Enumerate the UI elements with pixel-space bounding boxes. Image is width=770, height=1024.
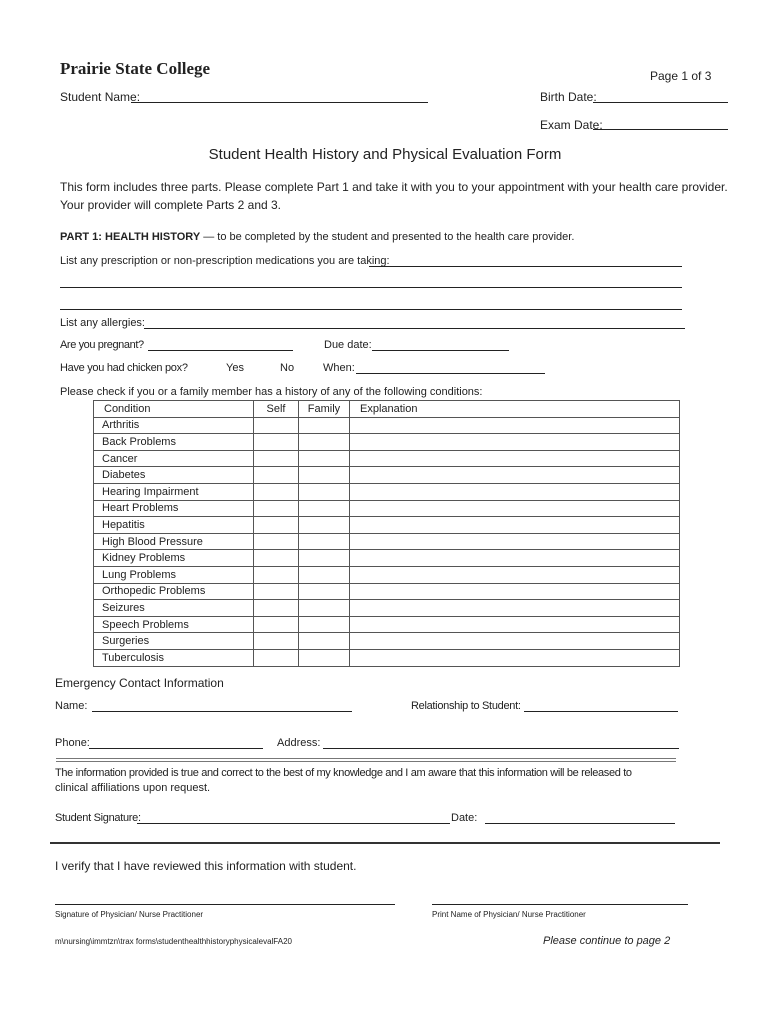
self-checkbox[interactable] (254, 467, 299, 484)
header-family: Family (299, 401, 350, 418)
conditions-table (93, 400, 680, 667)
continue-note: Please continue to page 2 (543, 935, 671, 947)
chicken-pox-label: Have you had chicken pox? (60, 362, 188, 374)
family-checkbox[interactable] (299, 583, 350, 600)
condition-name: Speech Problems (94, 616, 254, 633)
when-label: When: (323, 362, 355, 374)
condition-name: Heart Problems (94, 500, 254, 517)
when-field[interactable] (356, 373, 545, 374)
explanation-cell[interactable] (350, 633, 680, 650)
family-checkbox[interactable] (299, 616, 350, 633)
explanation-cell[interactable] (350, 600, 680, 617)
explanation-cell[interactable] (350, 533, 680, 550)
family-checkbox[interactable] (299, 600, 350, 617)
emergency-name-field[interactable] (92, 711, 352, 712)
table-row (94, 483, 680, 500)
table-row (94, 550, 680, 567)
emergency-name-label: Name: (55, 700, 88, 712)
intro-line-1: This form includes three parts. Please complete Part 1 and take it with you to your appointment with your health care provider. (60, 180, 728, 194)
conditions-header-row (94, 401, 680, 418)
allergies-label: List any allergies: (60, 317, 145, 329)
condition-name: Kidney Problems (94, 550, 254, 567)
family-checkbox[interactable] (299, 467, 350, 484)
section-separator-2 (56, 761, 676, 762)
condition-name: Back Problems (94, 434, 254, 451)
condition-name: Cancer (94, 450, 254, 467)
due-date-field[interactable] (372, 350, 509, 351)
address-field[interactable] (323, 748, 679, 749)
condition-name: Surgeries (94, 633, 254, 650)
student-signature-label: Student Signature: (55, 812, 141, 824)
family-checkbox[interactable] (299, 483, 350, 500)
conditions-prompt: Please check if you or a family member has a history of any of the following conditions: (60, 386, 483, 398)
relationship-field[interactable] (524, 711, 678, 712)
relationship-label: Relationship to Student: (411, 700, 521, 712)
family-checkbox[interactable] (299, 417, 350, 434)
pregnant-field[interactable] (148, 350, 293, 351)
physician-print-name-field[interactable] (432, 904, 688, 905)
physician-signature-caption: Signature of Physician/ Nurse Practitioner (55, 910, 204, 919)
condition-name: Diabetes (94, 467, 254, 484)
family-checkbox[interactable] (299, 649, 350, 666)
condition-name: Tuberculosis (94, 649, 254, 666)
exam-date-field[interactable] (593, 129, 728, 130)
self-checkbox[interactable] (254, 633, 299, 650)
table-row (94, 417, 680, 434)
medications-label: List any prescription or non-prescription medications you are taking: (60, 255, 390, 267)
family-checkbox[interactable] (299, 633, 350, 650)
self-checkbox[interactable] (254, 517, 299, 534)
chicken-pox-yes[interactable]: Yes (226, 362, 244, 374)
table-row (94, 533, 680, 550)
explanation-cell[interactable] (350, 583, 680, 600)
table-row (94, 616, 680, 633)
student-signature-field[interactable] (137, 823, 450, 824)
signature-date-label: Date: (451, 812, 478, 824)
phone-label: Phone: (55, 737, 90, 749)
part1-heading-bold: PART 1: HEALTH HISTORY (60, 231, 201, 243)
medications-field[interactable] (369, 266, 682, 267)
table-row (94, 566, 680, 583)
self-checkbox[interactable] (254, 450, 299, 467)
medications-line-2[interactable] (60, 287, 682, 288)
table-row (94, 633, 680, 650)
explanation-cell[interactable] (350, 483, 680, 500)
part1-heading (60, 231, 574, 243)
verification-statement: I verify that I have reviewed this information with student. (55, 859, 357, 873)
condition-name: Arthritis (94, 417, 254, 434)
student-name-field[interactable] (131, 102, 428, 103)
header-explanation: Explanation (350, 401, 680, 418)
family-checkbox[interactable] (299, 517, 350, 534)
self-checkbox[interactable] (254, 483, 299, 500)
table-row (94, 434, 680, 451)
self-checkbox[interactable] (254, 533, 299, 550)
emergency-heading: Emergency Contact Information (55, 676, 224, 690)
explanation-cell[interactable] (350, 417, 680, 434)
physician-signature-field[interactable] (55, 904, 395, 905)
footer-path: m\nursing\immtzn\trax forms\studenthealthhistoryphysicalevalFA20 (55, 937, 292, 946)
condition-name: Orthopedic Problems (94, 583, 254, 600)
self-checkbox[interactable] (254, 600, 299, 617)
phone-field[interactable] (89, 748, 263, 749)
explanation-cell[interactable] (350, 550, 680, 567)
table-row (94, 450, 680, 467)
condition-name: Hepatitis (94, 517, 254, 534)
self-checkbox[interactable] (254, 583, 299, 600)
condition-name: High Blood Pressure (94, 533, 254, 550)
student-name-label: Student Name: (60, 90, 141, 104)
header-self: Self (254, 401, 299, 418)
due-date-label: Due date: (324, 339, 372, 351)
family-checkbox[interactable] (299, 450, 350, 467)
table-row (94, 517, 680, 534)
condition-name: Seizures (94, 600, 254, 617)
pregnant-label: Are you pregnant? (60, 339, 144, 351)
section-separator (56, 758, 676, 759)
allergies-field[interactable] (144, 328, 685, 329)
table-row (94, 649, 680, 666)
table-row (94, 583, 680, 600)
family-checkbox[interactable] (299, 500, 350, 517)
college-name: Prairie State College (60, 59, 211, 78)
explanation-cell[interactable] (350, 616, 680, 633)
explanation-cell[interactable] (350, 434, 680, 451)
signature-date-field[interactable] (485, 823, 675, 824)
medications-line-3[interactable] (60, 309, 682, 310)
family-checkbox[interactable] (299, 566, 350, 583)
self-checkbox[interactable] (254, 417, 299, 434)
self-checkbox[interactable] (254, 566, 299, 583)
birth-date-field[interactable] (593, 102, 728, 103)
self-checkbox[interactable] (254, 500, 299, 517)
self-checkbox[interactable] (254, 649, 299, 666)
explanation-cell[interactable] (350, 450, 680, 467)
table-row (94, 600, 680, 617)
explanation-cell[interactable] (350, 517, 680, 534)
explanation-cell[interactable] (350, 566, 680, 583)
chicken-pox-no[interactable]: No (280, 362, 295, 374)
self-checkbox[interactable] (254, 434, 299, 451)
condition-name: Hearing Impairment (94, 483, 254, 500)
part1-heading-rest: — to be completed by the student and presented to the health care provider. (200, 231, 575, 243)
self-checkbox[interactable] (254, 550, 299, 567)
header-condition: Condition (94, 401, 254, 418)
physician-print-name-caption: Print Name of Physician/ Nurse Practitioner (432, 910, 586, 919)
birth-date-label: Birth Date: (540, 90, 597, 104)
address-label: Address: (277, 737, 321, 749)
explanation-cell[interactable] (350, 500, 680, 517)
certification-line-2: clinical affiliations upon request. (55, 782, 211, 794)
self-checkbox[interactable] (254, 616, 299, 633)
certification-line-1: The information provided is true and correct to the best of my knowledge and I am aware that this information will be released to (55, 767, 632, 779)
form-title: Student Health History and Physical Evaluation Form (208, 146, 562, 163)
table-row (94, 500, 680, 517)
verification-separator (50, 842, 720, 844)
intro-line-2: Your provider will complete Parts 2 and 3. (60, 198, 282, 212)
exam-date-label: Exam Date: (540, 118, 603, 132)
condition-name: Lung Problems (94, 566, 254, 583)
family-checkbox[interactable] (299, 533, 350, 550)
family-checkbox[interactable] (299, 550, 350, 567)
explanation-cell[interactable] (350, 467, 680, 484)
family-checkbox[interactable] (299, 434, 350, 451)
page-number: Page 1 of 3 (650, 69, 712, 83)
table-row (94, 467, 680, 484)
explanation-cell[interactable] (350, 649, 680, 666)
